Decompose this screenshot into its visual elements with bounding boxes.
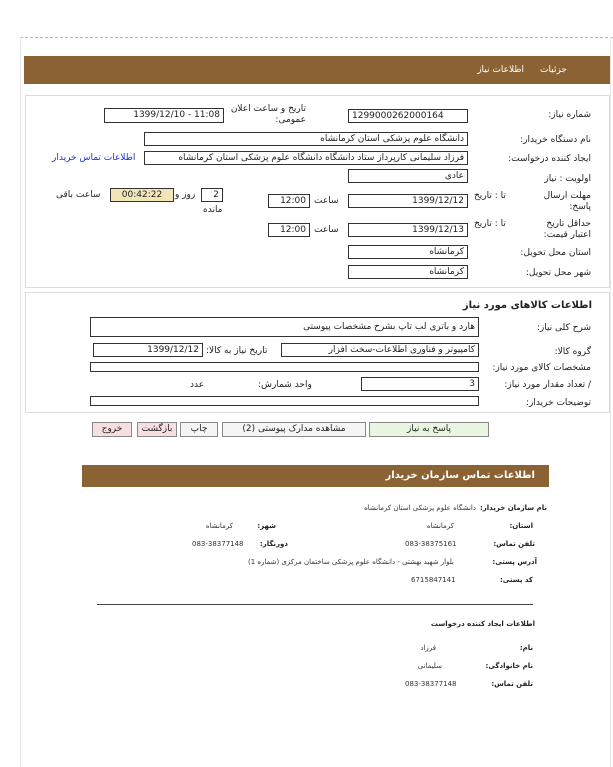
creator-name-value: فرزاد xyxy=(420,644,436,652)
tab-need-info[interactable]: اطلاعات نیاز xyxy=(477,65,524,75)
back-button[interactable]: بازگشت xyxy=(137,422,177,437)
fax-label: دورنگار: xyxy=(259,540,288,548)
qty-label: / تعداد مقدار مورد نیاز: xyxy=(504,380,591,390)
days-remaining-field: 2 xyxy=(201,188,223,202)
countdown-timer: 00:42:22 xyxy=(110,188,174,202)
deadline-date-field: 1399/12/12 xyxy=(348,194,468,208)
buyer-notes-field xyxy=(90,396,479,406)
province-label: استان: xyxy=(509,522,533,530)
deadline-time-field: 12:00 xyxy=(268,194,310,208)
days-label: روز و xyxy=(175,190,196,200)
exit-button[interactable]: خروج xyxy=(92,422,132,437)
org-value: دانشگاه علوم پزشکی استان کرمانشاه xyxy=(364,504,476,512)
delivery-province-label: استان محل تحویل: xyxy=(520,248,591,258)
city-value: کرمانشاه xyxy=(205,522,233,530)
deadline-label: مهلت ارسال پاسخ: xyxy=(543,191,591,212)
reply-button[interactable]: پاسخ به نیاز xyxy=(369,422,489,437)
validity-time-field: 12:00 xyxy=(268,223,310,237)
min-validity-label: حداقل تاریخ اعتبار قیمت: xyxy=(543,219,591,240)
left-frame-line xyxy=(20,37,21,767)
goods-specs-label: مشخصات کالای مورد نیاز: xyxy=(492,363,591,373)
goods-section-title: اطلاعات کالاهای مورد نیاز xyxy=(462,300,592,311)
print-button[interactable]: چاپ xyxy=(180,422,218,437)
need-date-field: 1399/12/12 xyxy=(93,343,203,357)
creator-name-label: نام: xyxy=(519,644,533,652)
need-date-label: تاریخ نیاز به کالا: xyxy=(206,346,268,356)
top-dashed-line xyxy=(20,37,613,38)
unit-label: واحد شمارش: xyxy=(258,380,312,390)
delivery-city-label: شهر محل تحویل: xyxy=(525,268,591,278)
creator-phone-label: تلفن تماس: xyxy=(491,680,533,688)
goods-group-field: کامپیوتر و فناوری اطلاعات-سخت افزار xyxy=(281,343,479,357)
goods-specs-field xyxy=(90,362,479,372)
qty-field: 3 xyxy=(361,377,479,391)
phone-label: تلفن تماس: xyxy=(493,540,535,548)
deadline-time-label: ساعت xyxy=(314,196,339,206)
deadline-to-date-label: تا : تاریخ xyxy=(474,191,506,201)
contact-header-title: اطلاعات تماس سازمان خریدار xyxy=(385,470,535,481)
validity-date-field: 1399/12/13 xyxy=(348,223,468,237)
buyer-contact-link[interactable]: اطلاعات تماس خریدار xyxy=(52,153,136,163)
buyer-notes-label: توضیحات خریدار: xyxy=(525,398,591,408)
creator-family-value: سلیمانی xyxy=(417,662,442,670)
city-label: شهر: xyxy=(257,522,276,530)
priority-label: اولویت : نیاز xyxy=(544,174,591,184)
details-header-bar xyxy=(24,56,610,84)
validity-time-label: ساعت xyxy=(314,225,339,235)
goods-summary-field: هارد و باتری لب تاپ بشرح مشخصات پیوستی xyxy=(90,317,479,337)
need-number-label: شماره نیاز: xyxy=(548,110,591,120)
postal-value: 6715847141 xyxy=(411,576,456,584)
contact-divider xyxy=(97,604,533,605)
address-value: بلوار شهید بهشتی - دانشگاه علوم پزشکی ساختمان مرکزی (شماره 1) xyxy=(247,558,454,566)
creator-info-title: اطلاعات ایجاد کننده درخواست xyxy=(430,620,535,628)
unit-value: عدد xyxy=(190,380,205,390)
buyer-org-field: دانشگاه علوم پزشکی استان کرمانشاه xyxy=(144,132,468,146)
validity-to-date-label: تا : تاریخ xyxy=(474,219,506,229)
creator-family-label: نام خانوادگی: xyxy=(485,662,533,670)
goods-summary-label: شرح کلی نیاز: xyxy=(536,323,591,333)
province-value: کرمانشاه xyxy=(426,522,454,530)
creator-label: ایجاد کننده درخواست: xyxy=(508,154,591,164)
fax-value: 083-38377148 xyxy=(192,540,244,548)
goods-group-label: گروه کالا: xyxy=(554,347,591,357)
delivery-province-field: کرمانشاه xyxy=(348,245,468,259)
org-label: نام سازمان خریدار: xyxy=(479,504,547,512)
tab-details[interactable]: جزئیات xyxy=(540,65,567,75)
announce-date-label: تاریخ و ساعت اعلان عمومی: xyxy=(230,104,306,125)
need-number-field: 1299000262000164 xyxy=(348,109,468,123)
hours-remaining-label: ساعت باقی xyxy=(56,190,101,200)
announce-date-field: 1399/12/10 - 11:08 xyxy=(104,108,224,123)
address-label: آدرس پستی: xyxy=(492,558,537,566)
right-frame-line xyxy=(610,37,611,767)
remaining-label: مانده xyxy=(203,205,223,215)
delivery-city-field: کرمانشاه xyxy=(348,265,468,279)
phone-value: 083-38375161 xyxy=(405,540,457,548)
buyer-org-label: نام دستگاه خریدار: xyxy=(520,135,591,145)
postal-label: کد پستی: xyxy=(499,576,533,584)
priority-field: عادی xyxy=(348,169,468,183)
contact-header-bar xyxy=(82,465,549,487)
creator-phone-value: 083-38377148 xyxy=(405,680,457,688)
creator-field: فرزاد سلیمانی کارپرداز ستاد دانشگاه دانشگاه علوم پزشکی استان کرمانشاه xyxy=(144,151,468,165)
attachments-button[interactable]: مشاهده مدارک پیوستی (2) xyxy=(222,422,366,437)
